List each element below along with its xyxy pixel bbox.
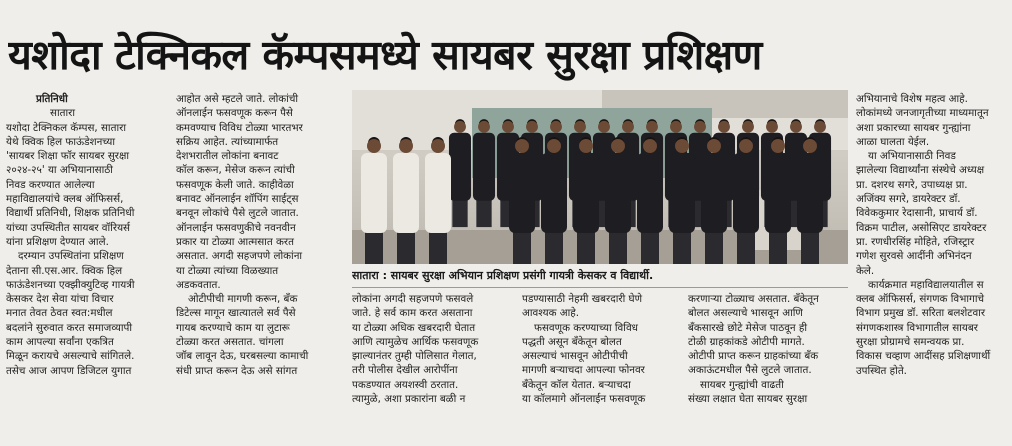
- text-line: विवेककुमार रेदासानी, प्राचार्य डॉ.: [856, 207, 978, 220]
- text-line: जॉब लावून देऊ, घरबसल्या कामाची: [176, 350, 309, 363]
- text-line: लोकांना अगदी सहजपणे फसवले: [352, 293, 474, 305]
- text-line: क्लब ऑफिसर्स, संगणक विभागाचे: [856, 293, 985, 306]
- text-line: ओटीपीची मागणी करून, बँक: [188, 293, 298, 306]
- text-line: असल्याचं भासवून ओटीपीची: [522, 350, 628, 363]
- article-column-5: [688, 292, 850, 442]
- text-line: अजिंक्य सगरे, डायरेक्टर डॉ.: [856, 193, 961, 206]
- article-column-4: [522, 292, 684, 442]
- text-line: निवड करण्यात आलेल्या: [6, 178, 95, 191]
- text-line: ऑनलाईन फसवणूक करून पैसे: [176, 107, 293, 120]
- text-line: विक्रम पाटील, असोसिएट डायरेक्टर: [856, 221, 987, 234]
- headline: यशोदा टेक्निकल कॅम्पसमध्ये सायबर सुरक्षा प्रशिक्षण: [8, 31, 762, 79]
- text-line: टोळी ग्राहकांकडे ओटीपी मागते.: [688, 335, 805, 348]
- text-line: बनवून लोकांचे पैसे लुटले जातात.: [176, 207, 299, 220]
- text-line: येथे क्विक हिल फाऊंडेशनच्या: [6, 135, 116, 148]
- person-figure: [473, 119, 495, 227]
- text-line: लोकांमध्ये जनजागृतीच्या माध्यमातून: [856, 107, 989, 120]
- text-line: आहोत असे म्हटले जाते. लोकांची: [176, 93, 299, 105]
- text-line: पडण्यासाठी नेहमी खबरदारी घेणे: [522, 293, 643, 305]
- text-line: जाते. हे सर्व काम करत असताना: [352, 307, 473, 320]
- text-line: आणि त्यामुळेच आर्थिक फसवणूक: [352, 335, 479, 348]
- article-column-3: [352, 292, 518, 442]
- byline: प्रतिनिधी: [36, 93, 68, 105]
- text-line: अशा प्रकारच्या सायबर गुन्ह्यांना: [856, 121, 971, 134]
- text-line: अकाऊंटमधील पैसे लुटले जातात.: [688, 364, 812, 377]
- group-photo-illustration: [352, 90, 848, 264]
- text-line: ऑनलाईन फसवणुकीचे नवनवीन: [176, 221, 296, 234]
- text-line: मिळून करायचे असल्याचे सांगितले.: [6, 350, 135, 363]
- text-line: उपस्थित होते.: [856, 364, 907, 377]
- text-line: कॉल करून, मेसेज करून त्यांची: [176, 164, 295, 177]
- dateline-place: सातारा: [50, 107, 76, 120]
- text-line: संधी प्राप्त करून देऊ असे सांगत: [176, 364, 298, 377]
- text-line: 'सायबर शिक्षा फॉर सायबर सुरक्षा: [6, 150, 130, 163]
- text-line: ओटीपी प्राप्त करून ग्राहकांच्या बँक: [688, 350, 819, 363]
- text-line: महाविद्यालयांचे क्लब ऑफिसर्स,: [6, 193, 124, 206]
- text-line: करणाऱ्या टोळ्याच असतात. बँकेतून: [688, 293, 819, 305]
- text-line: फाऊंडेशनच्या एक्झीक्युटिव्ह गायत्री: [6, 278, 135, 291]
- text-line: २०२४-२५' या अभियानासाठी: [6, 164, 113, 177]
- text-line: संगणकशास्त्र विभागातील सायबर: [856, 321, 978, 334]
- text-line: गायब करण्याचे काम या लुटारू: [176, 321, 290, 334]
- text-line: झालेल्या विद्यार्थ्यांना संस्थेचे अध्यक्ष: [856, 164, 985, 177]
- text-line: प्रकार या टोळ्या आत्मसात करत: [176, 235, 295, 248]
- text-line: या अभियानासाठी निवड: [868, 150, 956, 163]
- text-line: विद्यार्थी प्रतिनिधी, शिक्षक प्रतिनिधी: [6, 207, 135, 220]
- photo-caption: सातारा : सायबर सुरक्षा अभियान प्रशिक्षण प्रसंगी गायत्री केसकर व विद्यार्थी.: [352, 269, 654, 282]
- text-line: प्रा. रणधीरसिंह मोहिते, रजिस्ट्रार: [856, 235, 975, 248]
- text-line: आळा घालता येईल.: [856, 135, 930, 148]
- text-line: यशोदा टेक्निकल कॅम्पस, सातारा: [6, 121, 127, 134]
- text-line: सक्रिय आहेत. त्यांच्यामार्फत: [176, 135, 279, 148]
- text-line: तसेच आज आपण डिजिटल युगात: [6, 364, 132, 377]
- text-line: सायबर गुन्ह्यांची वाढती: [700, 378, 784, 391]
- text-line: केसकर देश सेवा यांचा विचार: [6, 293, 114, 306]
- text-line: बँकसारखे छोटे मेसेज पाठवून ही: [688, 321, 808, 334]
- person-figure: [449, 119, 471, 227]
- text-line: मागणी बऱ्याचदा आपल्या फोनवर: [522, 364, 645, 377]
- text-line: अभियानाचे विशेष महत्व आहे.: [856, 93, 968, 105]
- text-line: सुरक्षा प्रोग्रामचे समन्वयक प्रा.: [856, 336, 965, 349]
- text-line: मनात तेवत ठेवत स्वत:मधील: [6, 307, 113, 320]
- article-column-2: [176, 92, 346, 444]
- text-line: गणेश सुरवसे आदींनी अभिनंदन: [856, 250, 972, 263]
- text-line: देताना सी.एस.आर. क्विक हिल: [6, 264, 123, 277]
- text-line: बनावट ऑनलाईन शॉपिंग साईट्स: [176, 193, 299, 206]
- text-line: या कॉलमागे ऑनलाईन फसवणूक: [522, 393, 646, 406]
- article-column-6: [856, 92, 1010, 444]
- text-line: केले.: [856, 264, 875, 277]
- text-line: या टोळ्या अधिक खबरदारी घेतात: [352, 321, 476, 334]
- text-line: काम आपल्या सर्वांना एकत्रित: [6, 336, 114, 349]
- text-line: तरी पोलीस देखील आरोपींना: [352, 364, 458, 377]
- text-line: यांच्या उपस्थितीत सायबर वॉरियर्स: [6, 221, 131, 234]
- text-line: टोळ्या करत असतात. चांगला: [176, 336, 284, 349]
- text-line: दरम्यान उपस्थितांना प्रशिक्षण: [18, 250, 124, 263]
- caption-divider: [352, 287, 848, 288]
- text-line: अडकवतात.: [176, 278, 221, 291]
- text-line: कमवण्याच विविध टोळ्या भारतभर: [176, 121, 303, 134]
- text-line: प्रा. दशरथ सगरे, उपाध्यक्ष प्रा.: [856, 178, 968, 191]
- text-line: पद्धती असून बँकेतून बोलत: [522, 335, 622, 348]
- text-line: विभाग प्रमुख डॉ. सरिता बलशेटवार: [856, 307, 986, 320]
- text-line: झाल्यानंतर तुम्ही पोलिसात गेलात,: [352, 350, 477, 363]
- text-line: यांना प्रशिक्षण देण्यात आले.: [6, 235, 109, 248]
- text-line: फसवणूक करण्याच्या विविध: [534, 321, 639, 334]
- text-line: देशभरातील लोकांना बनावट: [176, 150, 279, 163]
- text-line: त्यामुळे, अशा प्रकारांना बळी न: [352, 393, 466, 406]
- article-column-1: [6, 92, 170, 444]
- text-line: असतात. अगदी सहजपणे लोकांना: [176, 250, 303, 263]
- text-line: बदलांने सुरुवात करत समाजव्यापी: [6, 321, 132, 334]
- text-line: फसवणूक केली जाते. काहीवेळा: [176, 178, 294, 191]
- text-line: बोलत असल्याचे भासवून आणि: [688, 307, 803, 320]
- news-photo: [352, 90, 848, 264]
- text-line: आवश्यक आहे.: [522, 307, 580, 320]
- text-line: कार्यक्रमात महाविद्यालयातील स: [868, 278, 984, 291]
- text-line: पकडण्यात अयशस्वी ठरतात.: [352, 378, 459, 391]
- text-line: बँकेतून कॉल येतात. बऱ्याचदा: [522, 378, 631, 391]
- text-line: डिटेल्स मागून खात्यातले सर्व पैसे: [176, 307, 296, 320]
- text-line: या टोळ्या त्यांच्या विळख्यात: [176, 264, 279, 277]
- text-line: विकास चव्हाण आदींसह प्रशिक्षणार्थी: [856, 350, 991, 363]
- text-line: संख्या लक्षात घेता सायबर सुरक्षा: [688, 393, 808, 406]
